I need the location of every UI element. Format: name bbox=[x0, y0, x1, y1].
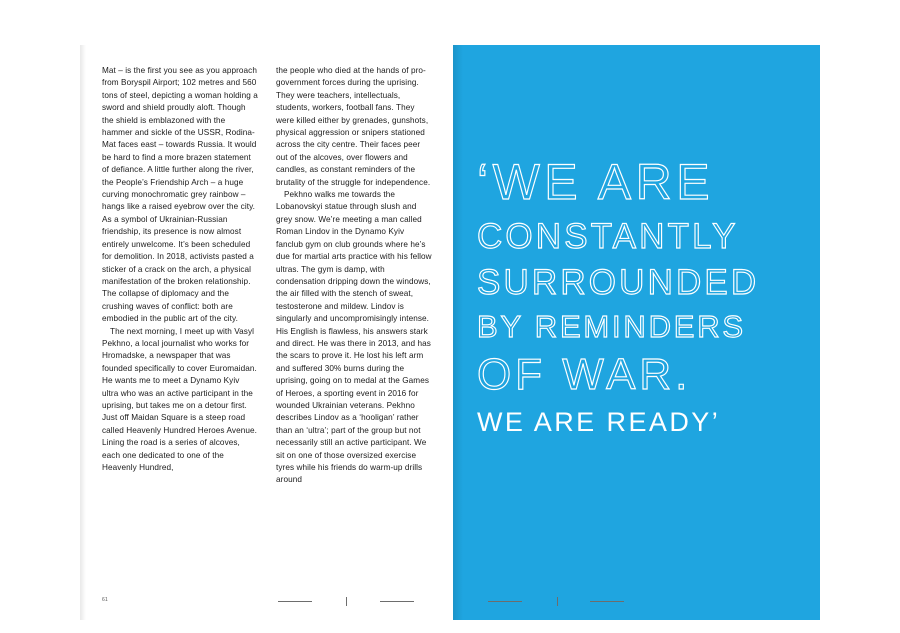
pull-quote-line: WE ARE READY’ bbox=[477, 407, 721, 437]
crop-mark bbox=[380, 601, 414, 602]
paragraph: Mat – is the first you see as you approach from Boryspil Airport; 102 metres and 560 tons of steel, depicting a woman holding a sword and shield proudly aloft. Though the shield is emblazoned with the hammer and sickle of the USSR, Rodina-Mat faces east – towards Russia. It would be hard to find a more brazen statement of defiance. A little further along the river, the People’s Friendship Arch – a huge curving monochromatic grey rainbow – hangs like a raised eyebrow over the city. As a symbol of Ukrainian-Russian friendship, its presence is now almost entirely unwelcome. It’s been scheduled for demolition. In 2018, activists pasted a sticker of a crack on the arch, a physical manifestation of the broken relationship. The collapse of diplomacy and the crushing waves of conflict: both are embodied in the public art of the city. bbox=[102, 66, 258, 324]
text-column-1 bbox=[102, 65, 258, 585]
pull-quote-line: OF WAR. bbox=[477, 350, 692, 399]
page-number: 61 bbox=[102, 597, 108, 603]
paragraph: the people who died at the hands of pro-government forces during the uprising. They were teachers, intellectuals, students, workers, football fans. They were killed either by grenades, gunshots, physical aggression or snipers stationed across the city centre. Their faces peer out of the alcoves, over flowers and candles, as constant reminders of the brutality of the struggle for independence. bbox=[276, 66, 431, 187]
pull-quote-line: ‘WE ARE bbox=[477, 154, 715, 210]
text-column-2 bbox=[276, 65, 432, 585]
crop-mark bbox=[278, 601, 312, 602]
crop-mark bbox=[590, 601, 624, 602]
pull-quote-line: BY REMINDERS bbox=[477, 309, 746, 344]
left-page bbox=[80, 45, 453, 620]
registration-mark bbox=[346, 597, 347, 606]
right-page bbox=[453, 45, 820, 620]
pull-quote-line: CONSTANTLY bbox=[477, 217, 739, 256]
paragraph: The next morning, I meet up with Vasyl Pekhno, a local journalist who works for Hromadske, a newspaper that was founded specifically to cover Euromaidan. He wants me to meet a Dynamo Kyiv ultra who was an active participant in the uprising, but takes me on a detour first. Just off Maidan Square is a steep road called Heavenly Hundred Heroes Avenue. Lining the road is a series of alcoves, each one dedicated to one of the Heavenly Hundred, bbox=[102, 326, 257, 472]
body-text-columns bbox=[102, 65, 432, 585]
pull-quote bbox=[477, 154, 799, 437]
magazine-spread bbox=[80, 45, 820, 620]
crop-mark bbox=[488, 601, 522, 602]
paragraph: Pekhno walks me towards the Lobanovskyi statue through slush and grey snow. We’re meeting a man called Roman Lindov in the Dynamo Kyiv fanclub gym on club grounds where he’s due for martial arts practice with his fellow ultras. The gym is damp, with condensation dripping down the windows, the air filled with the stench of sweat, testosterone and mildew. Lindov is singularly and uncompromisingly intense. His English is flawless, his answers stark and direct. He was there in 2013, and has the scars to prove it. He lost his left arm and suffered 30% burns during the uprising, going on to medal at the Games of Heroes, a sporting event in 2016 for wounded Ukrainian veterans. Pekhno describes Lindov as a ‘hooligan’ rather than an ‘ultra’; part of the group but not necessarily still an active participant. We sit on one of those oversized exercise tyres while his friends do warm-up drills around bbox=[276, 190, 432, 485]
pull-quote-line: SURROUNDED bbox=[477, 263, 760, 302]
registration-mark bbox=[557, 597, 558, 606]
